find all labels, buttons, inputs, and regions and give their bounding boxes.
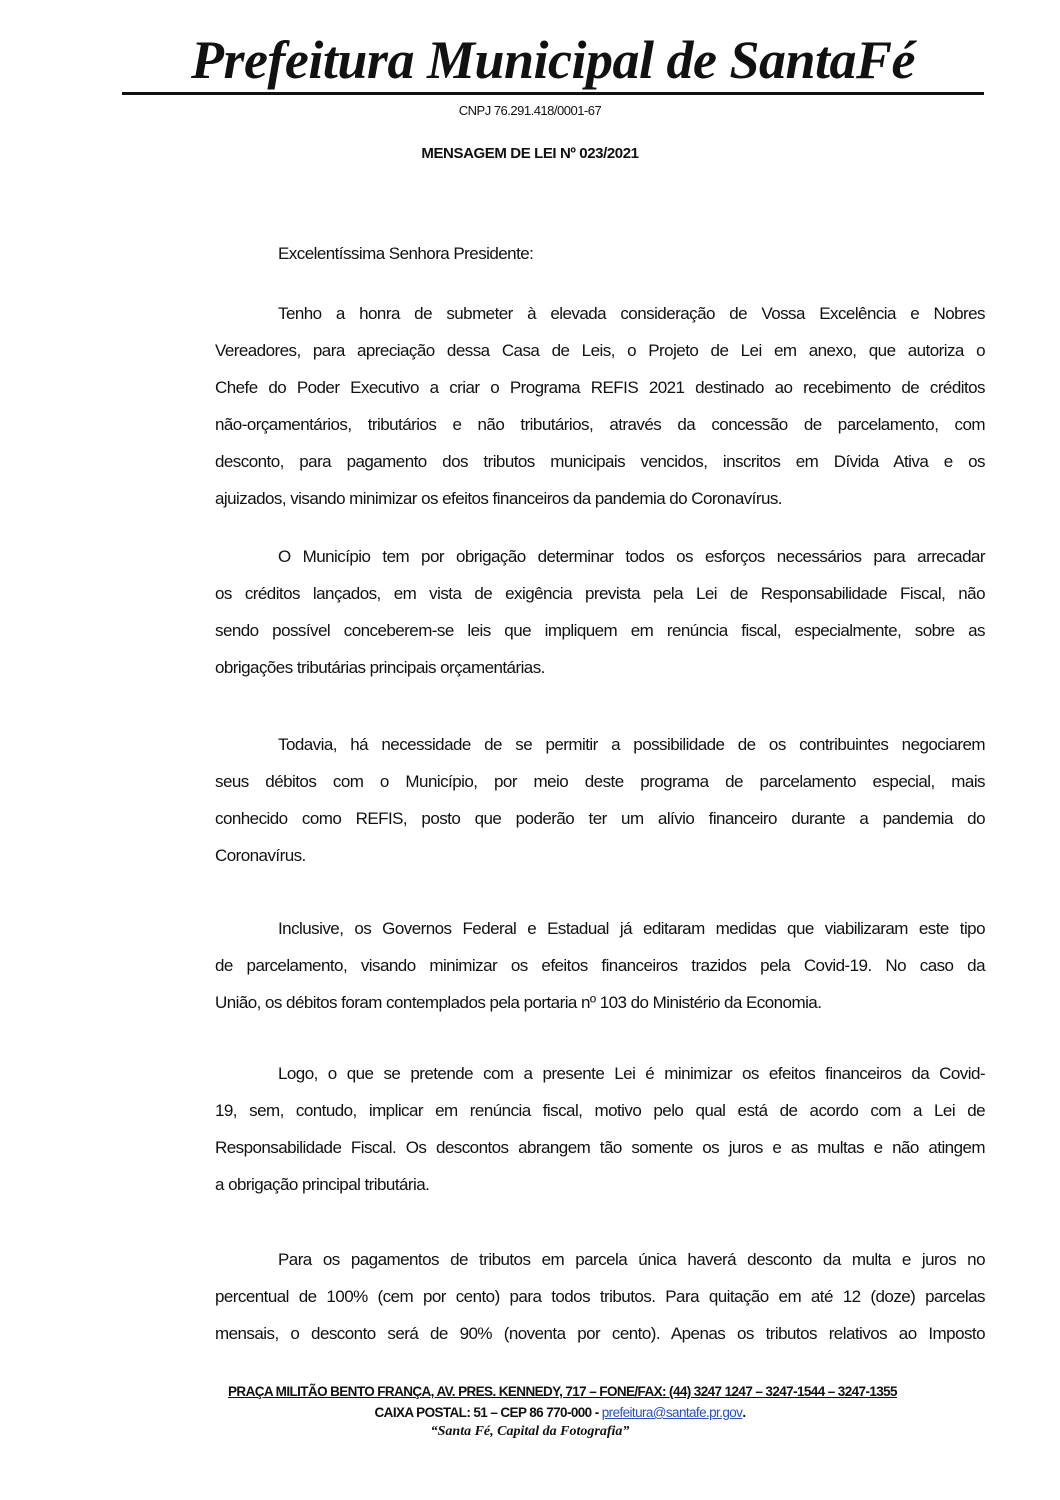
paragraph-line: desconto, para pagamento dos tributos municipais vencidos, inscritos em Dívida Ativa e os: [215, 452, 985, 471]
body-paragraph: [215, 538, 985, 686]
header-rule: [122, 92, 984, 95]
paragraph-line: O Município tem por obrigação determinar todos os esforços necessários para arrecadar: [278, 547, 985, 566]
body-paragraph: [215, 726, 985, 874]
message-title: MENSAGEM DE LEI Nº 023/2021: [421, 145, 639, 162]
cnpj: CNPJ 76.291.418/0001-67: [458, 103, 602, 118]
paragraph-line: os créditos lançados, em vista de exigência prevista pela Lei de Responsabilidade Fiscal, não: [215, 584, 985, 603]
paragraph-line: ajuizados, visando minimizar os efeitos financeiros da pandemia do Coronavírus.: [215, 489, 782, 508]
paragraph-line: obrigações tributárias principais orçamentárias.: [215, 658, 545, 677]
greeting-text: Excelentíssima Senhora Presidente:: [278, 244, 534, 263]
paragraph-line: Vereadores, para apreciação dessa Casa de Leis, o Projeto de Lei em anexo, que autoriza o: [215, 341, 985, 360]
greeting: [215, 235, 985, 272]
footer-email-suffix: .: [742, 1405, 746, 1420]
email-link[interactable]: prefeitura@santafe.pr.gov: [601, 1405, 743, 1420]
paragraph-line: Tenho a honra de submeter à elevada consideração de Vossa Excelência e Nobres: [278, 304, 985, 323]
paragraph-line: não-orçamentários, tributários e não tributários, através da concessão de parcelamento, com: [215, 415, 985, 434]
paragraph-line: percentual de 100% (cem por cento) para todos tributos. Para quitação em até 12 (doze) parcelas: [215, 1287, 985, 1306]
paragraph-line: Logo, o que se pretende com a presente Lei é minimizar os efeitos financeiros da Covid-: [278, 1064, 985, 1083]
body-paragraph: [215, 910, 985, 1021]
paragraph-line: de parcelamento, visando minimizar os efeitos financeiros trazidos pela Covid-19. No caso da: [215, 956, 985, 975]
body-paragraph: [215, 1241, 985, 1352]
paragraph-line: Responsabilidade Fiscal. Os descontos abrangem tão somente os juros e as multas e não atingem: [215, 1138, 985, 1157]
paragraph-line: Inclusive, os Governos Federal e Estadual já editaram medidas que viabilizaram este tipo: [278, 919, 985, 938]
paragraph-line: Chefe do Poder Executivo a criar o Programa REFIS 2021 destinado ao recebimento de créditos: [215, 378, 985, 397]
footer-address: PRAÇA MILITÃO BENTO FRANÇA, AV. PRES. KENNEDY, 717 – FONE/FAX: (44) 3247 1247 – 3247-1544 – 3247-1355: [228, 1384, 897, 1399]
paragraph-line: sendo possível conceberem-se leis que impliquem em renúncia fiscal, especialmente, sobre as: [215, 621, 985, 640]
paragraph-line: Todavia, há necessidade de se permitir a possibilidade de os contribuintes negociarem: [278, 735, 985, 754]
paragraph-line: 19, sem, contudo, implicar em renúncia fiscal, motivo pelo qual está de acordo com a Lei de: [215, 1101, 985, 1120]
paragraph-line: Para os pagamentos de tributos em parcela única haverá desconto da multa e juros no: [278, 1250, 985, 1269]
paragraph-line: conhecido como REFIS, posto que poderão ter um alívio financeiro durante a pandemia do: [215, 809, 985, 828]
footer-motto: “Santa Fé, Capital da Fotografia”: [430, 1424, 630, 1439]
paragraph-line: mensais, o desconto será de 90% (noventa por cento). Apenas os tributos relativos ao Imposto: [215, 1324, 985, 1343]
paragraph-line: seus débitos com o Município, por meio deste programa de parcelamento especial, mais: [215, 772, 985, 791]
footer-postal: [0, 1405, 1060, 1420]
paragraph-line: União, os débitos foram contemplados pela portaria nº 103 do Ministério da Economia.: [215, 993, 822, 1012]
paragraph-line: a obrigação principal tributária.: [215, 1175, 430, 1194]
paragraph-line: Coronavírus.: [215, 846, 306, 865]
body-paragraph: [215, 1055, 985, 1203]
footer-postal-text: CAIXA POSTAL: 51 – CEP 86 770-000 -: [374, 1405, 602, 1420]
letterhead-title: Prefeitura Municipal de SantaFé: [190, 30, 916, 90]
body-paragraph: [215, 295, 985, 517]
